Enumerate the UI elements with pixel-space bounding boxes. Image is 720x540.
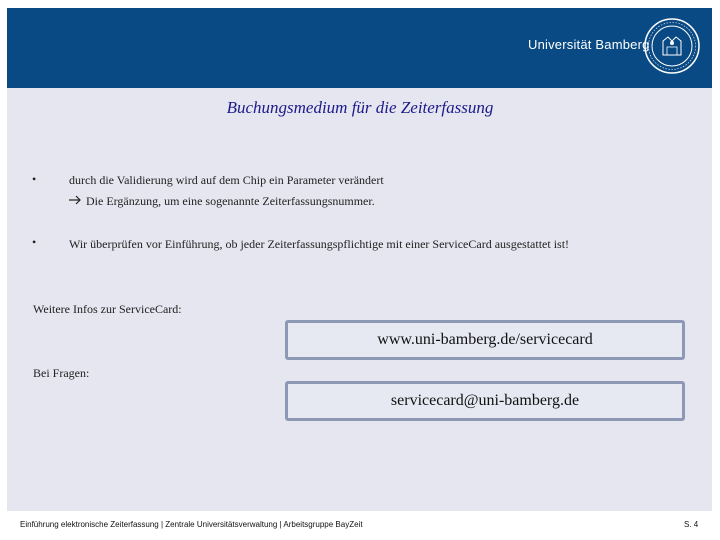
university-name: Universität Bamberg (528, 37, 650, 52)
slide-title: Buchungsmedium für die Zeiterfassung (226, 98, 494, 117)
page-number: S. 4 (684, 520, 699, 529)
servicecard-email[interactable]: servicecard@uni-bamberg.de (285, 381, 685, 421)
bullet-marker: • (32, 172, 37, 186)
bullet-subtext: Die Ergänzung, um eine sogenannte Zeiterfassungsnummer. (86, 194, 375, 208)
university-seal-icon (643, 17, 701, 75)
bullet-marker: • (32, 235, 37, 249)
questions-label: Bei Fragen: (33, 366, 90, 380)
info-label: Weitere Infos zur ServiceCard: (33, 302, 182, 316)
bullet-text: Wir überprüfen vor Einführung, ob jeder Zeiterfassungspflichtige mit einer ServiceCard ausgestattet ist! (69, 237, 570, 251)
bullet-text: durch die Validierung wird auf dem Chip ein Parameter verändert (69, 173, 384, 187)
servicecard-link[interactable]: www.uni-bamberg.de/servicecard (285, 320, 685, 360)
footer-text: Einführung elektronische Zeiterfassung | Zentrale Universitätsverwaltung | Arbeitsgruppe BayZeit (20, 520, 363, 529)
arrow-right-icon (68, 194, 82, 206)
